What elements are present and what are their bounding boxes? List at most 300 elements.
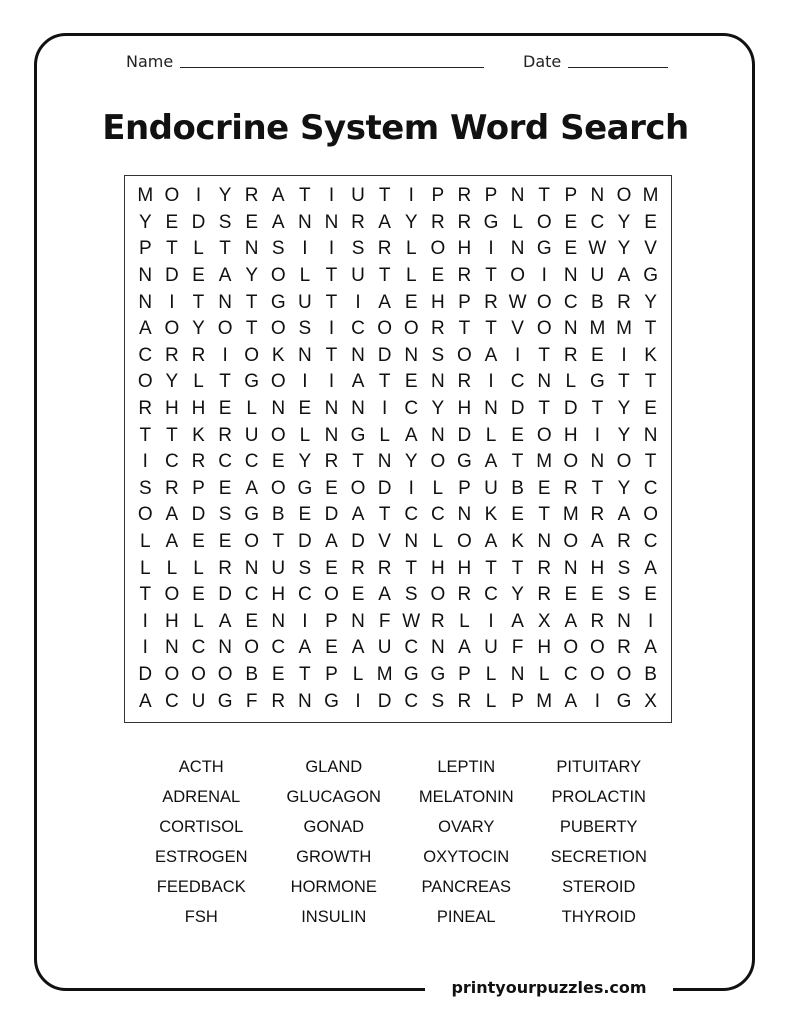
grid-letter: E <box>192 265 205 287</box>
grid-letter: X <box>537 610 551 632</box>
grid-letter: Y <box>165 371 179 393</box>
grid-letter: L <box>432 531 444 553</box>
grid-letter: A <box>511 610 524 632</box>
word-list-item: FEEDBACK <box>156 878 246 896</box>
grid-letter: Y <box>298 451 312 473</box>
grid-letter: A <box>351 371 365 393</box>
grid-letter: P <box>484 185 498 207</box>
name-label: Name <box>126 52 174 71</box>
grid-letter: E <box>404 291 418 313</box>
grid-letter: A <box>351 504 365 526</box>
grid-letter: O <box>616 185 632 207</box>
grid-row <box>132 688 664 715</box>
grid-letter: A <box>245 477 259 499</box>
grid-letter: U <box>297 291 312 313</box>
grid-letter: R <box>324 451 339 473</box>
grid-letter: O <box>164 318 180 340</box>
word-list-item: CORTISOL <box>159 818 244 836</box>
grid-letter: N <box>271 398 286 420</box>
grid-letter: E <box>165 211 179 233</box>
grid-letter: N <box>244 557 259 579</box>
grid-letter: I <box>328 238 335 260</box>
grid-letter: A <box>165 504 179 526</box>
grid-letter: F <box>378 610 391 632</box>
grid-letter: T <box>219 238 231 260</box>
grid-letter: L <box>299 265 311 287</box>
grid-letter: T <box>139 584 152 606</box>
grid-letter: O <box>457 344 472 366</box>
grid-letter: K <box>484 504 498 526</box>
grid-letter: U <box>484 637 498 659</box>
grid-letter: E <box>591 344 604 366</box>
grid-letter: N <box>643 424 658 446</box>
grid-letter: C <box>563 291 578 313</box>
grid-letter: N <box>138 291 153 313</box>
grid-letter: O <box>590 663 605 685</box>
grid-letter: C <box>138 344 153 366</box>
grid-letter: D <box>377 690 392 712</box>
grid-letter: A <box>325 531 338 553</box>
grid-letter: K <box>192 424 205 446</box>
grid-letter: E <box>245 610 259 632</box>
grid-letter: G <box>244 504 260 526</box>
grid-row <box>132 449 664 476</box>
grid-letter: I <box>302 238 308 260</box>
grid-letter: D <box>457 424 472 446</box>
grid-row <box>132 210 664 237</box>
grid-letter: N <box>351 398 365 420</box>
grid-letter: M <box>137 185 154 207</box>
grid-letter: O <box>137 504 153 526</box>
grid-letter: O <box>244 344 260 366</box>
word-list-item: HORMONE <box>290 878 377 896</box>
grid-letter: G <box>643 265 658 287</box>
grid-letter: R <box>218 424 232 446</box>
grid-letter: C <box>244 584 259 606</box>
grid-letter: H <box>165 398 179 420</box>
grid-letter: N <box>165 637 179 659</box>
grid-letter: Y <box>617 477 631 499</box>
grid-letter: T <box>644 318 657 340</box>
grid-letter: D <box>165 265 179 287</box>
word-list-item: ADRENAL <box>162 788 241 806</box>
grid-letter: G <box>590 371 605 393</box>
grid-letter: D <box>191 211 206 233</box>
grid-letter: T <box>591 398 604 420</box>
grid-letter: N <box>324 211 339 233</box>
word-list-item: GLAND <box>305 758 363 776</box>
grid-letter: W <box>402 610 421 632</box>
grid-letter: S <box>431 344 445 366</box>
grid-letter: T <box>538 185 550 207</box>
grid-letter: C <box>404 504 419 526</box>
grid-letter: T <box>538 398 550 420</box>
grid-letter: A <box>298 637 312 659</box>
grid-letter: R <box>563 344 578 366</box>
word-list-item: PUBERTY <box>559 818 638 836</box>
grid-letter: N <box>510 185 525 207</box>
grid-letter: O <box>270 477 286 499</box>
grid-letter: O <box>510 265 525 287</box>
grid-letter: D <box>377 344 392 366</box>
grid-letter: T <box>219 371 231 393</box>
grid-letter: E <box>404 371 418 393</box>
footer-site: printyourpuzzles.com <box>425 976 673 1002</box>
grid-letter: N <box>430 371 445 393</box>
grid-letter: P <box>138 238 152 260</box>
grid-letter: N <box>404 344 419 366</box>
grid-letter: L <box>193 610 204 632</box>
grid-letter: B <box>591 291 604 313</box>
grid-letter: Y <box>431 398 445 420</box>
grid-letter: O <box>164 663 180 685</box>
grid-letter: L <box>352 663 364 685</box>
grid-letter: R <box>165 344 179 366</box>
grid-letter: G <box>350 424 366 446</box>
grid-letter: V <box>644 238 657 260</box>
grid-letter: P <box>458 291 471 313</box>
word-list-item: PINEAL <box>436 908 496 926</box>
grid-letter: S <box>351 238 365 260</box>
grid-row <box>132 502 664 529</box>
grid-letter: C <box>404 637 419 659</box>
grid-letter: L <box>512 211 523 233</box>
grid-letter: C <box>484 584 498 606</box>
word-list <box>135 754 665 934</box>
grid-letter: T <box>538 504 550 526</box>
grid-letter: I <box>222 344 228 366</box>
grid-letter: Y <box>511 584 524 606</box>
grid-letter: C <box>643 531 658 553</box>
grid-letter: N <box>563 557 578 579</box>
grid-letter: R <box>165 477 179 499</box>
grid-letter: R <box>430 211 445 233</box>
grid-letter: O <box>536 424 552 446</box>
grid-letter: E <box>325 637 338 659</box>
grid-letter: N <box>351 610 365 632</box>
grid-letter: U <box>271 557 286 579</box>
grid-letter: R <box>457 584 472 606</box>
grid-letter: T <box>325 265 338 287</box>
grid-letter: H <box>457 557 472 579</box>
grid-letter: C <box>643 477 658 499</box>
grid-letter: Y <box>617 211 631 233</box>
grid-letter: R <box>191 451 206 473</box>
grid-letter: L <box>485 690 497 712</box>
grid-letter: T <box>485 265 497 287</box>
word-list-item: OVARY <box>438 818 495 836</box>
word-list-item: INSULIN <box>301 908 367 926</box>
word-list-item: GONAD <box>303 818 364 836</box>
grid-letter: D <box>563 398 578 420</box>
grid-letter: L <box>485 663 497 685</box>
grid-letter: A <box>458 637 471 659</box>
grid-letter: E <box>431 265 445 287</box>
grid-letter: R <box>590 504 605 526</box>
grid-letter: S <box>271 238 285 260</box>
grid-row <box>132 609 664 636</box>
grid-letter: R <box>351 557 365 579</box>
grid-letter: E <box>564 211 578 233</box>
grid-letter: L <box>193 238 204 260</box>
grid-letter: C <box>191 637 206 659</box>
grid-letter: G <box>244 371 260 393</box>
grid-letter: L <box>538 663 550 685</box>
grid-letter: D <box>297 531 312 553</box>
grid-letter: Y <box>617 238 631 260</box>
grid-letter: O <box>563 637 579 659</box>
word-list-item: THYROID <box>561 908 636 926</box>
grid-row <box>132 555 664 582</box>
grid-letter: H <box>191 398 206 420</box>
grid-letter: N <box>537 371 552 393</box>
grid-letter: I <box>195 185 202 207</box>
grid-letter: O <box>563 531 579 553</box>
grid-letter: A <box>484 344 498 366</box>
grid-letter: A <box>138 318 152 340</box>
grid-letter: O <box>536 318 552 340</box>
grid-letter: E <box>218 398 232 420</box>
grid-letter: L <box>432 477 444 499</box>
grid-letter: Y <box>218 185 232 207</box>
grid-letter: N <box>590 185 605 207</box>
grid-letter: L <box>405 238 417 260</box>
grid-letter: A <box>404 424 418 446</box>
grid-row <box>132 582 664 609</box>
grid-letter: P <box>458 663 471 685</box>
grid-letter: N <box>218 291 232 313</box>
grid-letter: R <box>430 318 445 340</box>
word-list-item: ACTH <box>178 758 224 776</box>
grid-letter: H <box>430 291 445 313</box>
grid-letter: L <box>140 557 151 579</box>
grid-letter: D <box>510 398 525 420</box>
word-list-item: PITUITARY <box>556 758 642 776</box>
grid-letter: Y <box>617 424 631 446</box>
grid-letter: A <box>591 531 604 553</box>
grid-letter: R <box>377 238 392 260</box>
grid-letter: C <box>218 451 232 473</box>
grid-letter: N <box>297 344 312 366</box>
grid-letter: G <box>430 663 446 685</box>
grid-row <box>132 396 664 423</box>
grid-letter: D <box>218 584 232 606</box>
grid-letter: I <box>594 690 601 712</box>
grid-letter: I <box>621 344 627 366</box>
grid-letter: O <box>270 265 286 287</box>
grid-letter: O <box>244 531 260 553</box>
grid-letter: T <box>485 318 497 340</box>
grid-letter: G <box>297 477 313 499</box>
grid-letter: A <box>165 531 179 553</box>
grid-letter: E <box>271 663 285 685</box>
grid-letter: T <box>325 344 338 366</box>
grid-letter: T <box>166 424 178 446</box>
grid-letter: D <box>138 663 153 685</box>
grid-letter: R <box>351 211 365 233</box>
grid-letter: E <box>245 211 259 233</box>
grid-letter: E <box>564 584 578 606</box>
grid-letter: A <box>138 690 152 712</box>
grid-letter: E <box>511 424 524 446</box>
grid-letter: I <box>142 637 148 659</box>
grid-letter: E <box>218 531 232 553</box>
word-list-item: FSH <box>184 908 218 926</box>
grid-letter: T <box>378 371 391 393</box>
grid-letter: R <box>457 211 472 233</box>
grid-letter: N <box>590 451 605 473</box>
grid-letter: N <box>484 398 498 420</box>
grid-letter: I <box>408 185 414 207</box>
grid-letter: H <box>563 424 578 446</box>
grid-letter: E <box>271 451 285 473</box>
word-list-item: PANCREAS <box>421 878 512 896</box>
grid-letter: O <box>217 663 233 685</box>
grid-letter: R <box>271 690 286 712</box>
grid-letter: C <box>351 318 365 340</box>
grid-letter: I <box>328 185 335 207</box>
grid-letter: N <box>377 451 392 473</box>
grid-letter: N <box>510 663 525 685</box>
grid-letter: O <box>430 584 446 606</box>
grid-letter: B <box>644 663 657 685</box>
grid-letter: L <box>459 610 470 632</box>
date-label: Date <box>523 52 562 71</box>
grid-letter: I <box>514 344 521 366</box>
grid-letter: M <box>536 690 553 712</box>
grid-letter: R <box>590 610 605 632</box>
grid-letter: R <box>430 610 445 632</box>
grid-letter: N <box>297 690 312 712</box>
grid-letter: U <box>351 185 365 207</box>
grid-letter: G <box>483 211 499 233</box>
word-list-item: GROWTH <box>296 848 372 866</box>
word-list-item: STEROID <box>562 878 636 896</box>
grid-letter: O <box>563 451 579 473</box>
word-list-item: LEPTIN <box>437 758 496 776</box>
grid-letter: R <box>457 265 472 287</box>
grid-letter: M <box>589 318 606 340</box>
grid-letter: T <box>485 557 497 579</box>
grid-letter: O <box>191 663 206 685</box>
grid-letter: E <box>591 584 604 606</box>
grid-letter: N <box>617 610 631 632</box>
grid-letter: Y <box>644 291 657 313</box>
grid-letter: O <box>377 318 393 340</box>
grid-letter: I <box>355 291 361 313</box>
grid-letter: C <box>510 371 525 393</box>
grid-letter: E <box>564 238 578 260</box>
grid-letter: T <box>591 477 604 499</box>
grid-letter: C <box>271 637 286 659</box>
grid-letter: O <box>270 424 286 446</box>
grid-letter: P <box>458 477 471 499</box>
grid-letter: A <box>218 265 232 287</box>
grid-letter: T <box>458 318 471 340</box>
grid-letter: A <box>378 211 391 233</box>
grid-letter: Y <box>404 451 418 473</box>
grid-letter: O <box>350 477 366 499</box>
grid-letter: S <box>138 477 152 499</box>
grid-letter: I <box>488 238 494 260</box>
grid-letter: L <box>299 424 311 446</box>
grid-letter: O <box>457 531 472 553</box>
grid-letter: M <box>562 504 579 526</box>
grid-letter: Y <box>617 398 631 420</box>
grid-letter: O <box>430 238 446 260</box>
grid-letter: L <box>193 557 204 579</box>
grid-letter: A <box>351 637 365 659</box>
grid-letter: C <box>165 451 179 473</box>
grid-letter: T <box>166 238 178 260</box>
grid-letter: E <box>325 557 338 579</box>
grid-letter: E <box>537 477 551 499</box>
grid-letter: E <box>644 211 657 233</box>
grid-letter: E <box>192 584 205 606</box>
grid-letter: L <box>405 265 417 287</box>
grid-letter: O <box>536 291 552 313</box>
grid-letter: G <box>324 690 339 712</box>
grid-letter: P <box>325 610 338 632</box>
grid-letter: O <box>590 637 605 659</box>
grid-letter: R <box>457 690 472 712</box>
word-list-item: MELATONIN <box>418 788 514 806</box>
grid-letter: N <box>324 424 339 446</box>
grid-letter: P <box>511 690 524 712</box>
grid-letter: R <box>457 371 472 393</box>
grid-letter: O <box>616 451 632 473</box>
grid-letter: T <box>245 318 258 340</box>
date-line <box>568 67 668 68</box>
grid-letter: O <box>137 371 153 393</box>
grid-letter: S <box>617 584 631 606</box>
grid-letter: R <box>537 584 552 606</box>
grid-letter: R <box>617 637 631 659</box>
grid-letter: T <box>139 424 152 446</box>
grid-letter: S <box>218 504 232 526</box>
grid-letter: O <box>270 371 286 393</box>
grid-letter: R <box>218 557 232 579</box>
grid-row <box>132 316 664 343</box>
grid-letter: N <box>244 238 259 260</box>
grid-letter: E <box>298 504 312 526</box>
grid-letter: C <box>297 584 312 606</box>
grid-letter: R <box>617 291 631 313</box>
grid-letter: T <box>618 371 630 393</box>
grid-letter: I <box>169 291 175 313</box>
grid-letter: I <box>647 610 654 632</box>
grid-letter: S <box>298 557 312 579</box>
grid-letter: I <box>594 424 601 446</box>
grid-letter: T <box>299 663 311 685</box>
grid-letter: L <box>140 531 151 553</box>
word-list-item: OXYTOCIN <box>423 848 510 866</box>
grid-letter: H <box>271 584 286 606</box>
grid-letter: G <box>217 690 233 712</box>
grid-letter: L <box>193 371 204 393</box>
grid-row <box>132 183 664 210</box>
grid-letter: I <box>541 265 547 287</box>
grid-letter: P <box>431 185 445 207</box>
grid-letter: U <box>351 265 365 287</box>
grid-letter: A <box>617 504 631 526</box>
grid-letter: H <box>457 398 472 420</box>
grid-letter: H <box>165 610 179 632</box>
grid-letter: R <box>138 398 153 420</box>
grid-letter: T <box>245 291 258 313</box>
grid-letter: A <box>644 637 657 659</box>
grid-letter: N <box>563 265 578 287</box>
